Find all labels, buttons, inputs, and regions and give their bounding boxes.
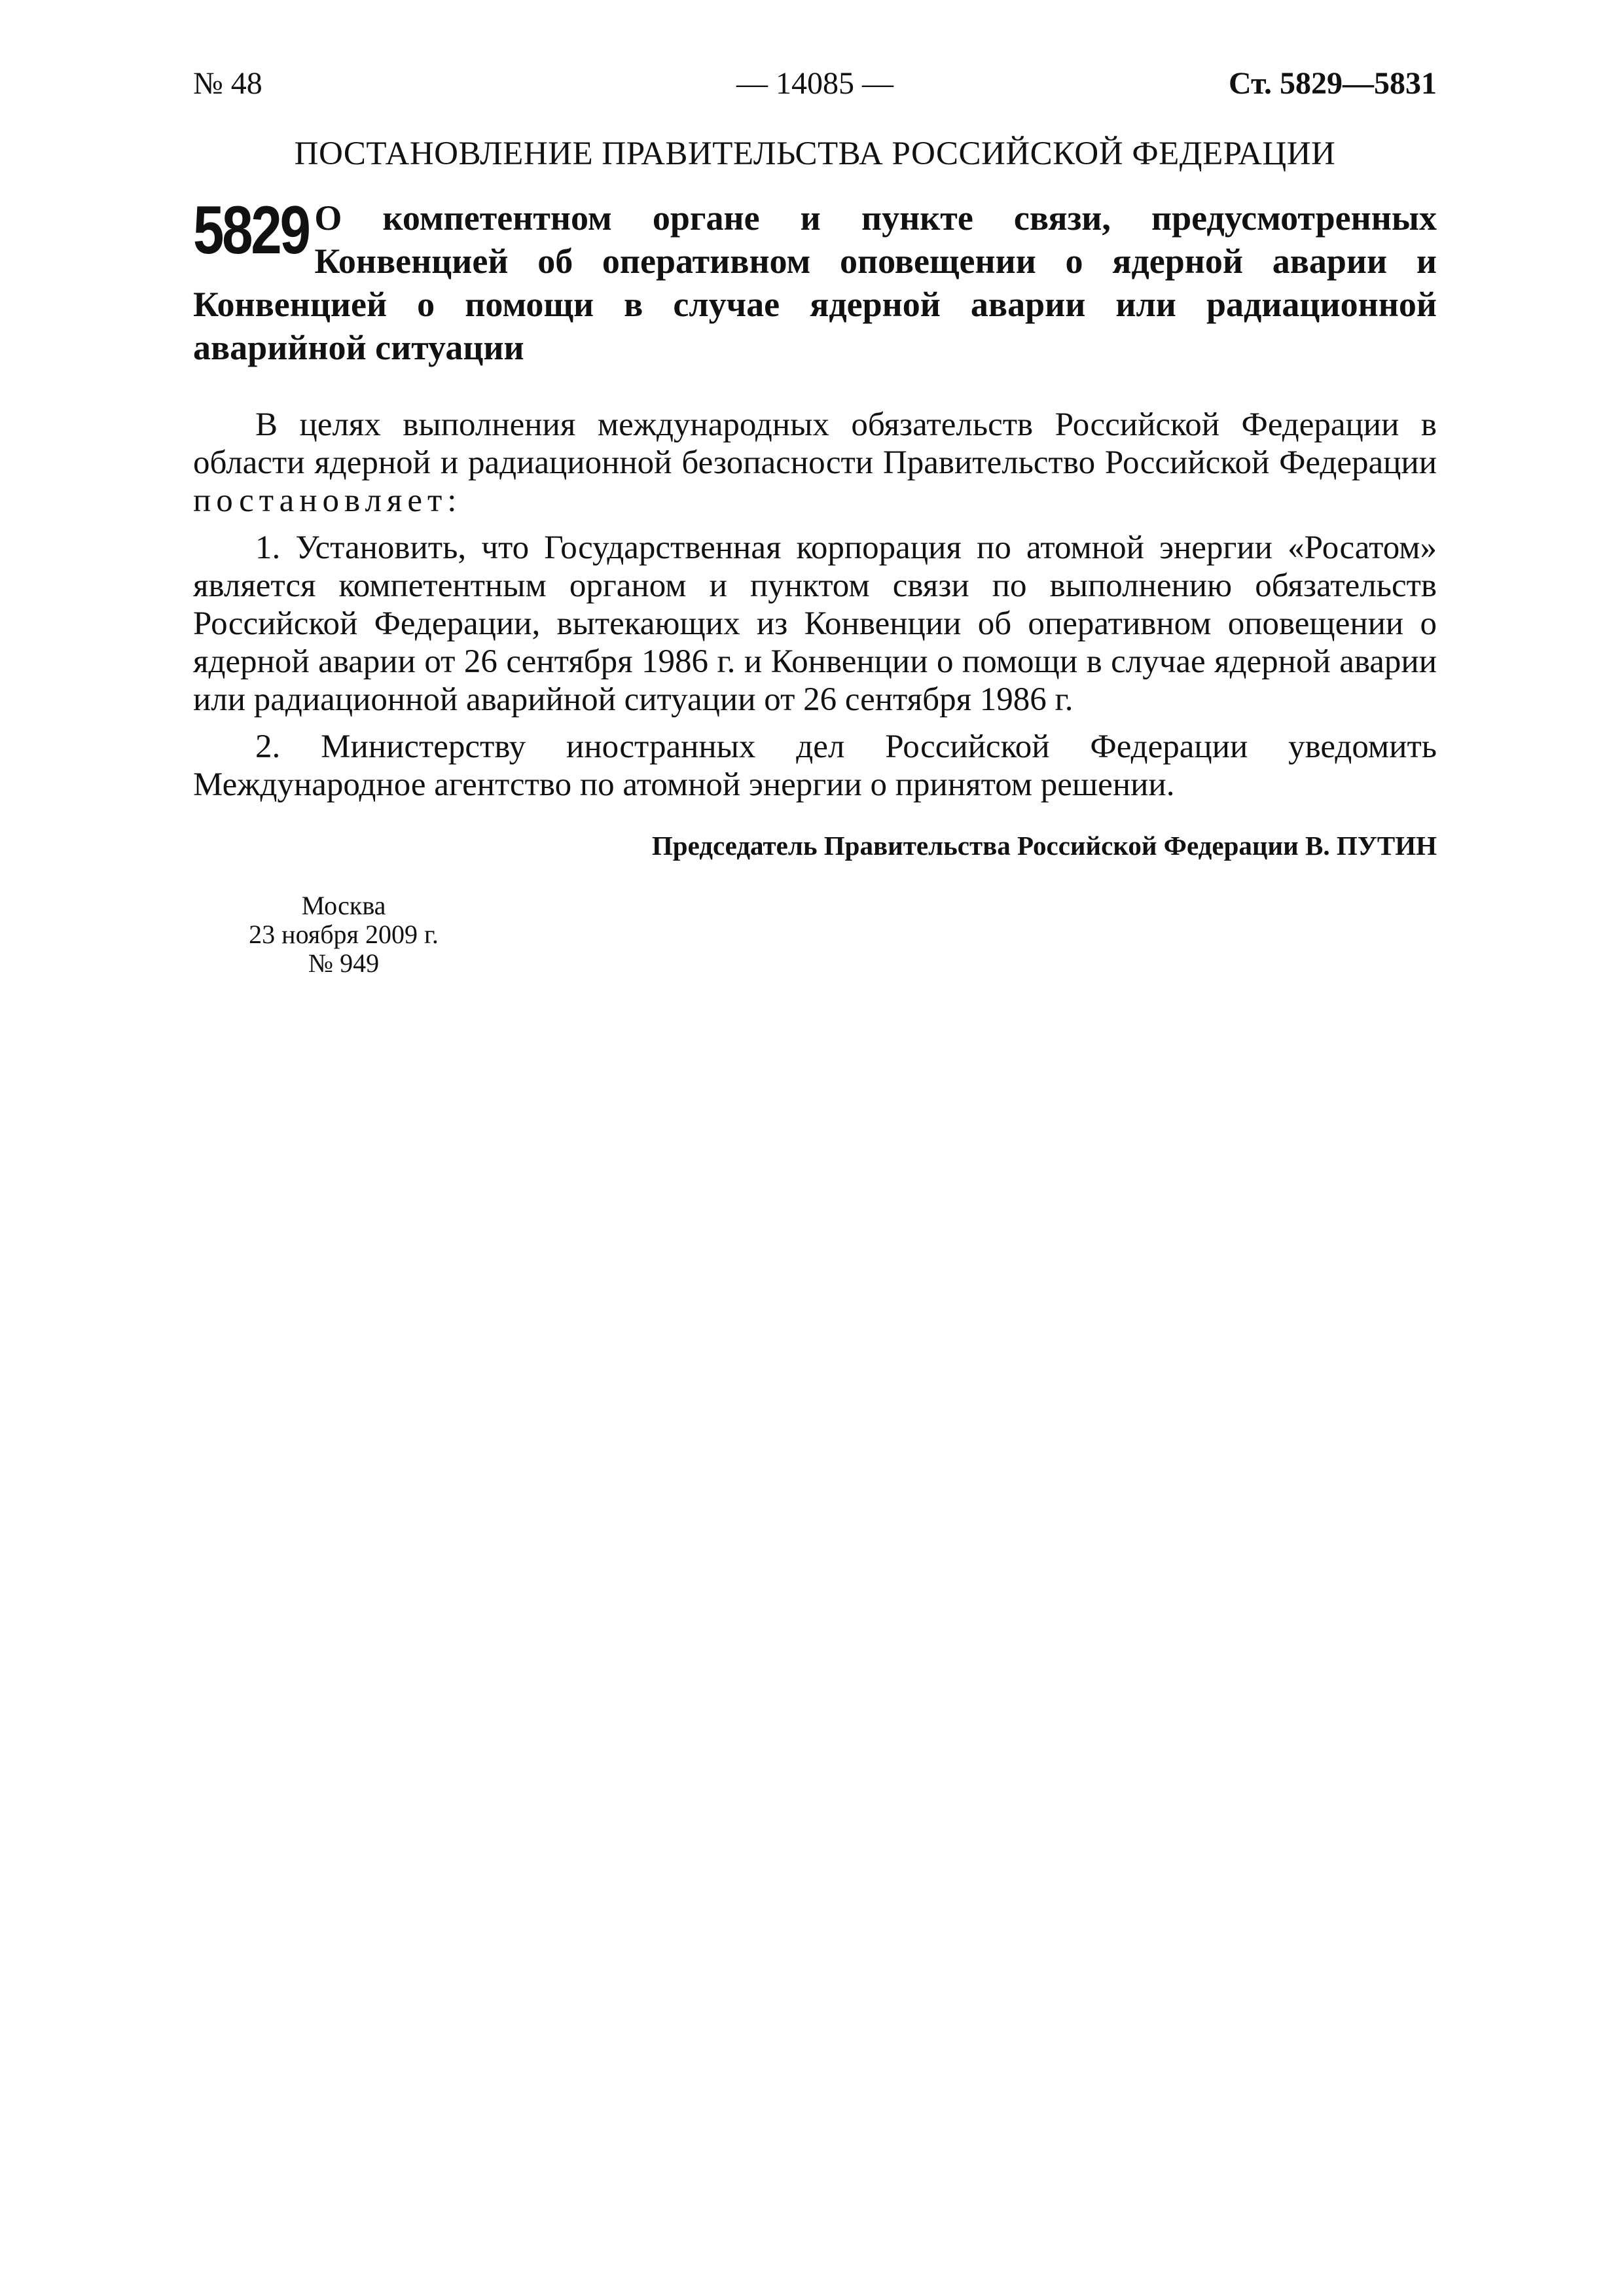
date: 23 ноября 2009 г. xyxy=(249,920,439,949)
document-body xyxy=(193,406,1437,804)
document-page xyxy=(193,65,1437,978)
issue-number: № 48 xyxy=(193,66,262,101)
place-date-block xyxy=(193,891,494,978)
page-number: — 14085 — xyxy=(736,66,893,101)
article-range: Ст. 5829—5831 xyxy=(1229,66,1437,101)
act-title: О компетентном органе и пункте связи, предусмотренных Конвенцией об оперативном оповещении о ядерной аварии и Конвенцией о помощи в случае ядерной аварии или радиационной аварийной ситуации xyxy=(193,198,1437,367)
registration-number: № 949 xyxy=(308,948,380,978)
running-header xyxy=(193,65,1437,118)
paragraph-2: 2. Министерству иностранных дел Российской Федерации уведомить Международное агентство по атомной энергии о принятом решении. xyxy=(193,728,1437,803)
preamble-text: В целях выполнения международных обязательств Российской Федерации в области ядерной и радиационной безопасности Правительство Российской Федерации xyxy=(193,406,1437,481)
title-block xyxy=(193,192,1437,369)
decree-word: постановляет: xyxy=(193,482,462,519)
document-type: ПОСТАНОВЛЕНИЕ ПРАВИТЕЛЬСТВА РОССИЙСКОЙ ФЕДЕРАЦИИ xyxy=(294,135,1336,172)
preamble-paragraph xyxy=(193,406,1437,520)
place: Москва xyxy=(301,891,386,920)
paragraph-1: 1. Установить, что Государственная корпорация по атомной энергии «Росатом» является компетентным органом и пунктом связи по выполнению обязательств Российской Федерации, вытекающих из Конвенции об оперативном оповещении о ядерной аварии от 26 сентября 1986 г. и Конвенции о помощи в случае ядерной аварии или радиационной аварийной ситуации от 26 сентября 1986 г. xyxy=(193,529,1437,718)
signature-line: Председатель Правительства Российской Федерации В. ПУТИН xyxy=(651,831,1437,861)
act-number: 5829 xyxy=(193,192,309,268)
